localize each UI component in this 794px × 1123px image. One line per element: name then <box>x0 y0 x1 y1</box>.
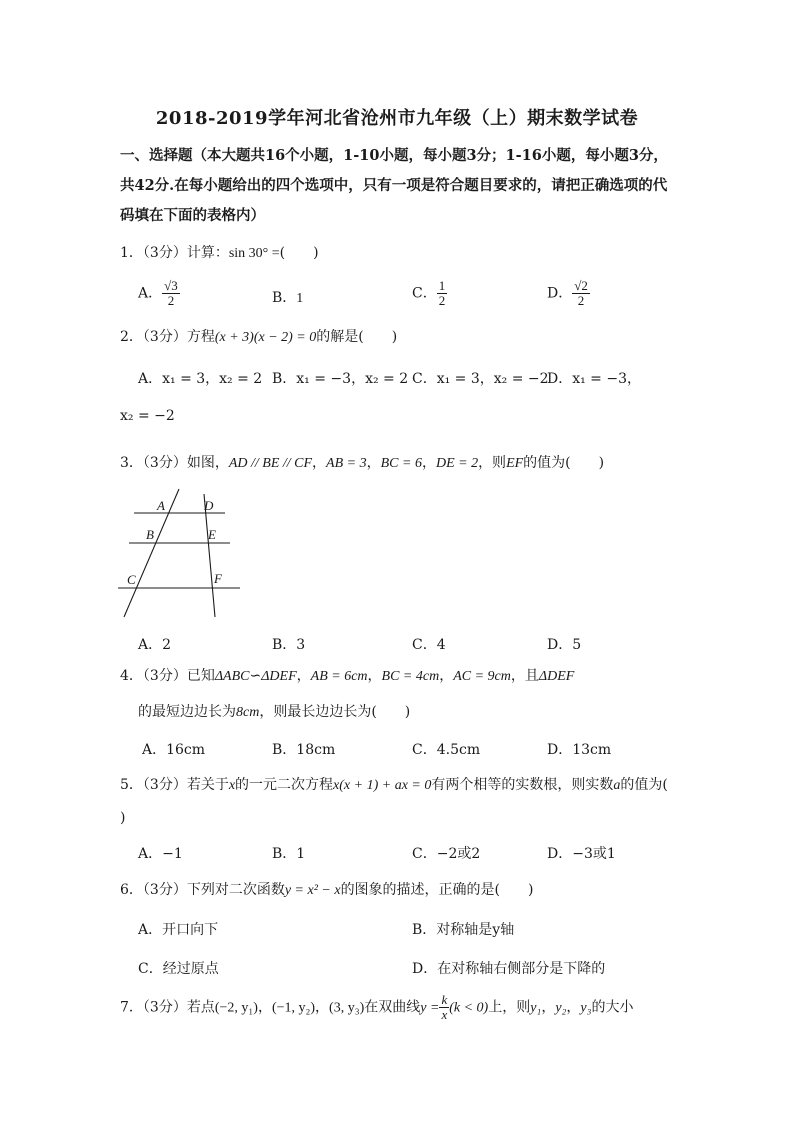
q3-figure-parallel-lines <box>112 486 247 620</box>
q4-option-c: C．4.5cm <box>412 742 481 758</box>
q6-suffix: 的图象的描述，正确的是( ) <box>340 882 534 898</box>
q1-a-fraction <box>162 279 180 308</box>
q5-mid: 的一元二次方程 <box>235 777 334 793</box>
q1-prefix: 1．（3分）计算： <box>120 245 229 261</box>
q5-var-a: a <box>613 778 621 793</box>
q6-prefix: 6．（3分）下列对二次函数 <box>120 882 285 898</box>
q7-fraction <box>439 993 449 1022</box>
q1-expr: sin 30° = <box>228 246 280 261</box>
question-3-stem <box>120 452 604 472</box>
q4-expr-similar: ΔABC∽ΔDEF <box>214 669 297 684</box>
question-4-stem-line2 <box>138 701 410 721</box>
question-1-stem <box>120 242 319 262</box>
q4-expr-def: ΔDEF <box>538 669 575 684</box>
q4-expr-ab: AB = 6cm <box>310 669 368 684</box>
label-a: A <box>157 498 165 513</box>
label-c: C <box>127 572 136 587</box>
q5-option-d: D．−3或1 <box>547 846 616 862</box>
q3-sep: ， <box>421 455 436 471</box>
q4-sep: ， <box>367 668 382 684</box>
question-4-stem <box>120 665 574 685</box>
q3-expr-ab: AB = 3 <box>326 456 367 471</box>
q7-var-y1: y₁ <box>530 1000 542 1016</box>
q2-suffix: 的解是( ) <box>316 329 398 345</box>
q2-expr: (x + 3)(x − 2) = 0 <box>214 330 317 345</box>
q7-point-2: (−1, y₂) <box>271 1000 316 1016</box>
q6-option-b: B．对称轴是y轴 <box>412 922 515 938</box>
question-5-stem-continued: ) <box>120 810 126 826</box>
q7-sep: ， <box>315 999 330 1016</box>
q2-option-b: B．x₁ = −3，x₂ = 2 <box>272 371 409 387</box>
label-e: E <box>208 527 216 542</box>
q6-expr: y = x² − x <box>284 883 341 898</box>
q3-expr-de: DE = 2 <box>435 456 479 471</box>
q7-prefix: 7．（3分）若点 <box>120 999 215 1016</box>
page-title: 2018-2019学年河北省沧州市九年级（上）期末数学试卷 <box>155 108 639 129</box>
q7-var-y3: y₃ <box>580 1000 592 1016</box>
q6-option-a: A．开口向下 <box>138 922 219 938</box>
q4-line2-suffix: ，则最长边边长为( ) <box>259 704 411 720</box>
q4-line2-expr: 8cm <box>236 705 260 720</box>
q2-option-d-continued: x₂ = −2 <box>120 408 175 424</box>
q6-option-d: D．在对称轴右侧部分是下降的 <box>412 961 606 977</box>
q5-option-c: C．−2或2 <box>412 846 481 862</box>
q3-mid: ，则 <box>478 455 507 471</box>
q4-sep: ， <box>296 668 311 684</box>
q3-expr-parallel: AD // BE // CF <box>228 456 313 471</box>
q1-a-num: √3 <box>164 278 178 293</box>
q5-option-b: B．1 <box>272 846 306 862</box>
q3-sep: ， <box>312 455 327 471</box>
q7-frac-den: x <box>441 1007 448 1022</box>
q3-option-a: A．2 <box>138 637 172 653</box>
q1-b-value: 1 <box>296 291 304 306</box>
q4-option-b: B．18cm <box>272 742 336 758</box>
q2-option-a: A．x₁ = 3，x₂ = 2 <box>138 371 263 387</box>
label-b: B <box>146 527 154 542</box>
label-d: D <box>204 498 214 513</box>
q7-mid: 在双曲线 <box>364 999 421 1016</box>
q4-line2-prefix: 的最短边边长为 <box>138 704 236 720</box>
q1-option-c <box>412 279 447 308</box>
q2-prefix: 2．（3分）方程 <box>120 329 215 345</box>
q5-var-x: x <box>228 778 236 793</box>
q1-a-label: A． <box>138 285 163 302</box>
q4-expr-bc: BC = 4cm <box>381 669 440 684</box>
q7-var-y2: y₂ <box>555 1000 567 1016</box>
q1-option-a <box>138 279 180 308</box>
question-6-stem <box>120 879 534 899</box>
q7-sep: ， <box>257 999 272 1016</box>
q4-option-d: D．13cm <box>547 742 612 758</box>
question-5-stem <box>120 774 668 794</box>
q1-c-den: 2 <box>438 293 446 308</box>
q3-expr-ef: EF <box>506 456 524 471</box>
q1-c-label: C． <box>412 285 437 302</box>
q4-option-a: A．16cm <box>142 742 206 758</box>
q5-suffix: 的值为( <box>620 777 668 793</box>
q1-suffix: ( ) <box>279 245 319 261</box>
q4-expr-ac: AC = 9cm <box>453 669 511 684</box>
q3-option-b: B．3 <box>272 637 306 653</box>
q1-d-label: D． <box>547 285 573 302</box>
q1-d-num: √2 <box>574 278 588 293</box>
q5-prefix: 5．（3分）若关于 <box>120 777 229 793</box>
q1-c-fraction <box>437 279 448 308</box>
q1-option-d <box>547 279 590 308</box>
q3-option-d: D．5 <box>547 637 582 653</box>
q4-prefix: 4．（3分）已知 <box>120 668 215 684</box>
q3-sep: ， <box>366 455 381 471</box>
transversal-abc <box>124 489 179 617</box>
q1-d-fraction <box>572 279 590 308</box>
q7-frac-num: k <box>441 992 448 1007</box>
q7-point-1: (−2, y₁) <box>214 1000 258 1016</box>
q5-expr: x(x + 1) + ax = 0 <box>333 778 432 793</box>
q1-option-b <box>272 287 303 307</box>
q5-mid2: 有两个相等的实数根，则实数 <box>431 777 614 793</box>
q3-prefix: 3．（3分）如图， <box>120 455 229 471</box>
question-2-stem <box>120 326 397 346</box>
q2-option-c: C．x₁ = 3，x₂ = −2 <box>412 371 549 387</box>
q4-mid: ，且 <box>510 668 539 684</box>
q3-option-c: C．4 <box>412 637 446 653</box>
q5-option-a: A．−1 <box>138 846 183 862</box>
q7-suffix: 的大小 <box>591 999 634 1016</box>
q1-c-num: 1 <box>438 278 446 293</box>
label-f: F <box>214 571 222 586</box>
q1-a-den: 2 <box>167 293 175 308</box>
q3-expr-bc: BC = 6 <box>380 456 422 471</box>
q7-mid2: 上，则 <box>488 999 531 1016</box>
q4-sep: ， <box>439 668 454 684</box>
q2-option-d: D．x₁ = −3， <box>547 371 642 387</box>
q6-option-c: C．经过原点 <box>138 961 219 977</box>
q3-suffix: 的值为( ) <box>523 455 605 471</box>
section-heading: 一、选择题（本大题共16个小题，1-10小题，每小题3分；1-16小题，每小题3分，共42分.在每小题给出的四个选项中，只有一项是符合题目要求的，请把正确选项的代码填在下面的表格内） <box>120 147 668 224</box>
q1-d-den: 2 <box>577 293 585 308</box>
q1-b-label: B． <box>272 290 297 306</box>
q7-condition: (k < 0) <box>449 1000 489 1016</box>
q7-y-equals: y = <box>420 1000 440 1016</box>
question-7-stem: 7．（3分）若点(−2, y₁)，(−1, y₂)，(3, y₃)在双曲线y = $\frac{k}{x}$ (k < 0)上，则y₁，y₂，y₃的大小 <box>120 992 634 1022</box>
q7-point-3: (3, y₃) <box>329 1000 365 1016</box>
